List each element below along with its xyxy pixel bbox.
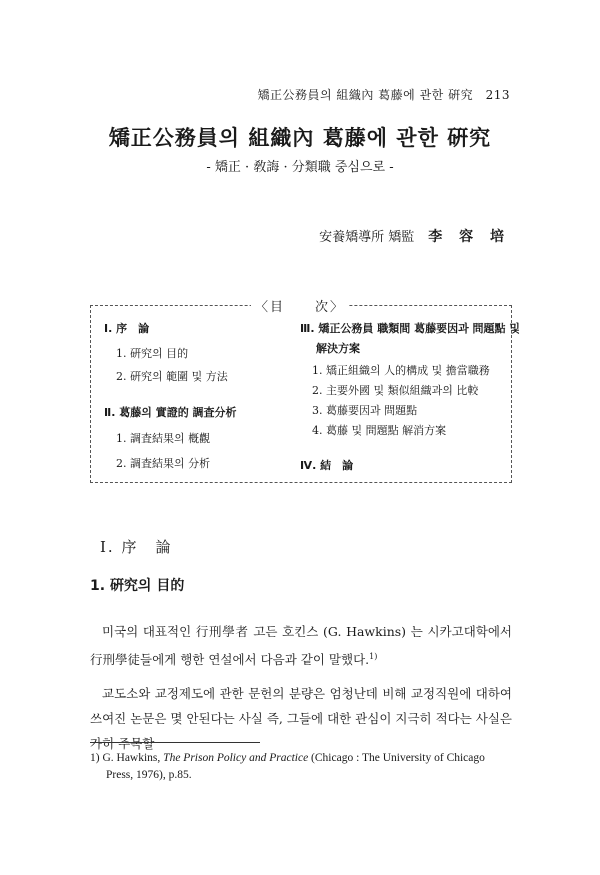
footnote-line-2: Press, 1976), p.85.	[106, 769, 192, 781]
toc-left-3[interactable]: Ⅱ. 葛藤의 實證的 調査分析	[104, 406, 237, 419]
author-name: 李 容 培	[428, 229, 510, 245]
author-block	[319, 226, 510, 246]
toc-right-0[interactable]: Ⅲ. 矯正公務員 職類間 葛藤要因과 問題點 및	[300, 322, 520, 335]
toc-left-4[interactable]: 1. 調査結果의 槪觀	[116, 432, 211, 445]
paper-title: 矯正公務員의 組織內 葛藤에 관한 硏究	[108, 125, 492, 150]
footnote-divider	[90, 742, 260, 743]
paper-subtitle: - 矯正 · 敎誨 · 分類職 중심으로 -	[206, 160, 394, 175]
author-affiliation: 安養矯導所 矯監	[319, 230, 415, 245]
body-paragraph-1: 미국의 대표적인 行刑學者 고든 호킨스 (G. Hawkins) 는 시카고대학에서 行刑學徒들에게 행한 연설에서 다음과 같이 말했다.$^{1)}$	[90, 624, 512, 668]
body-paragraph-2: 교도소와 교정제도에 관한 문헌의 분량은 엄청난데 비해 교정직원에 대하여 쓰여진 논문은 몇 안된다는 사실 즉, 그들에 대한 관심이 지극히 적다는 사실은 가히 주목할	[90, 686, 513, 751]
running-header: 矯正公務員의 組織內 葛藤에 관한 硏究 213	[257, 88, 510, 102]
toc-right-3[interactable]: 2. 主要外國 및 類似組織과의 比較	[312, 384, 479, 397]
toc-right-5[interactable]: 4. 葛藤 및 問題點 解消方案	[312, 424, 447, 437]
footnote: 1) G. Hawkins, The Prison Policy and Practice (Chicago : The University of Chicago Press, 1976), p.85.	[90, 750, 512, 784]
footnote-ref[interactable]: 1)	[369, 652, 378, 661]
toc-right-6[interactable]: Ⅳ. 結 論	[300, 459, 354, 472]
toc-right-1: 解決方案	[316, 342, 360, 355]
toc-left-2[interactable]: 2. 硏究의 範圍 및 方法	[116, 370, 228, 383]
toc-heading: 〈目 次〉	[0, 296, 600, 315]
section-heading: Ⅰ. 序 論	[100, 538, 173, 556]
cited-title: The Prison Policy and Practice	[163, 752, 309, 764]
toc-right-4[interactable]: 3. 葛藤要因과 問題點	[312, 404, 418, 417]
toc-right-2[interactable]: 1. 矯正組織의 人的構成 및 擔當職務	[312, 364, 490, 377]
toc-left-0[interactable]: Ⅰ. 序 論	[104, 322, 150, 335]
subsection-heading: 1. 硏究의 目的	[90, 578, 185, 594]
footnote-marker: 1)	[90, 752, 100, 764]
toc-left-5[interactable]: 2. 調査結果의 分析	[116, 457, 211, 470]
toc-left-1[interactable]: 1. 硏究의 目的	[116, 347, 189, 360]
